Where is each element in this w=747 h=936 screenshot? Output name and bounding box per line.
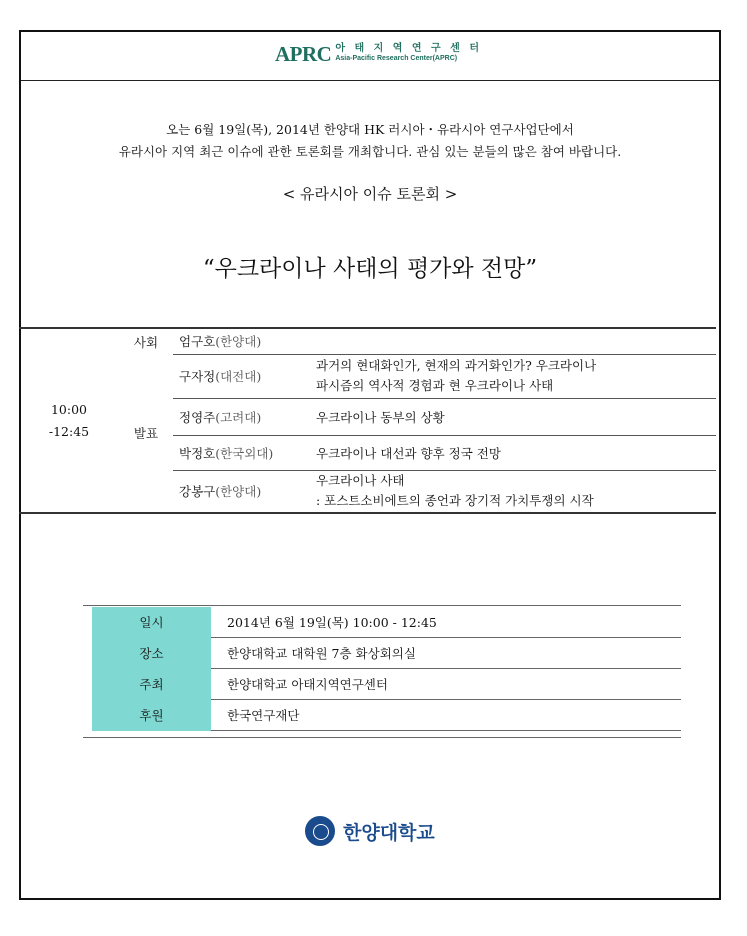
presenter-affiliation: (한양대) (215, 484, 262, 500)
presenter-affiliation: (한국외대) (215, 445, 274, 461)
presenter-topic: 우크라이나 대선과 향후 정국 전망 (310, 435, 716, 470)
event-subtitle: < 유라시아 이슈 토론회 > (282, 185, 458, 203)
presenter-cell (173, 398, 310, 435)
university-name: 한양대학교 (343, 821, 435, 844)
time-start: 10:00 (50, 401, 88, 417)
presenter-cell (173, 354, 310, 398)
topic-line-2: 파시즘의 역사적 경험과 현 우크라이나 사태 (316, 378, 554, 393)
presenter-name: 구자정 (179, 369, 216, 384)
presenter-topic (310, 470, 716, 513)
table-row (83, 700, 681, 731)
time-end: -12:45 (48, 423, 90, 439)
intro-line-2: 유라시아 지역 최근 이슈에 관한 토론회를 개최합니다. 관심 있는 분들의 많은 참여 바랍니다. (118, 144, 622, 159)
presenter-name: 강봉구 (179, 484, 216, 500)
logo-name-ko: 아 태 지 역 연 구 센 터 (335, 43, 482, 54)
presenter-topic: 우크라이나 동부의 상황 (310, 398, 716, 435)
presenter-name: 박정호 (179, 445, 216, 461)
topic-line-2: : 포스트소비에트의 종언과 장기적 가치투쟁의 시작 (316, 493, 594, 509)
university-logo (305, 816, 435, 846)
moderator-topic (310, 328, 716, 354)
info-label: 장소 (92, 638, 211, 669)
logo-name-en: Asia-Pacific Research Center(APRC) (335, 55, 458, 62)
spacer (83, 669, 92, 700)
info-top-rule (83, 605, 681, 606)
presenter-role: 발표 (133, 426, 159, 441)
presenter-cell (173, 435, 310, 470)
presenter-affiliation: (고려대) (215, 409, 262, 425)
presenter-name: 정영주 (179, 409, 216, 425)
table-row (19, 354, 716, 398)
moderator-role: 사회 (119, 328, 173, 354)
table-row (83, 669, 681, 700)
event-info-table (83, 607, 681, 731)
info-label: 주최 (92, 669, 211, 700)
info-label: 후원 (92, 700, 211, 731)
info-value: 2014년 6월 19일(목) 10:00 - 12:45 (211, 607, 681, 638)
table-row (19, 328, 716, 354)
info-value: 한양대학교 대학원 7층 화상회의실 (211, 638, 681, 669)
presenter-topic (310, 354, 716, 398)
time-cell (19, 328, 119, 513)
logo-mark: APRC (275, 42, 332, 66)
info-value: 한국연구재단 (211, 700, 681, 731)
event-title: “우크라이나 사태의 평가와 전망” (202, 256, 538, 282)
info-bottom-rule (83, 737, 681, 738)
header (21, 32, 719, 81)
moderator-affiliation: (한양대) (215, 334, 262, 350)
moderator-name: 엄구호 (179, 334, 216, 350)
topic-line-1: 과거의 현대화인가, 현재의 과거화인가? 우크라이나 (316, 358, 597, 373)
presenter-cell (173, 470, 310, 513)
table-row (83, 607, 681, 638)
topic-line-1: 우크라이나 사태 (316, 473, 405, 489)
intro-line-1: 오는 6월 19일(목), 2014년 한양대 HK 러시아・유라시아 연구사업단에서 (166, 122, 574, 137)
table-row (83, 638, 681, 669)
spacer (83, 638, 92, 669)
moderator-cell (173, 328, 310, 354)
university-seal-icon (305, 816, 335, 846)
presenter-affiliation: (대전대) (215, 369, 262, 384)
aprc-logo (275, 43, 482, 65)
spacer (83, 607, 92, 638)
program-table (19, 327, 716, 514)
spacer (83, 700, 92, 731)
info-label: 일시 (92, 607, 211, 638)
info-value: 한양대학교 아태지역연구센터 (211, 669, 681, 700)
